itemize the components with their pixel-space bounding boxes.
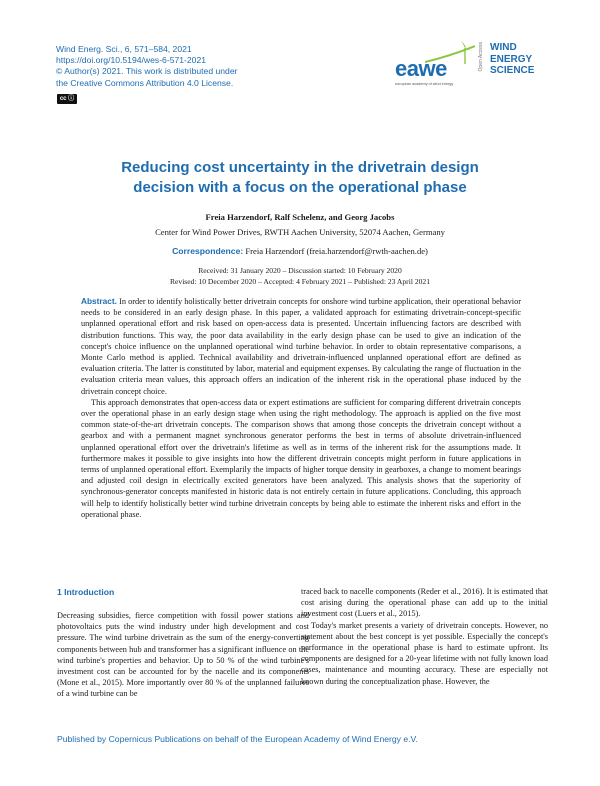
doi-link[interactable]: https://doi.org/10.5194/wes-6-571-2021 — [56, 55, 207, 66]
dates-line: Revised: 10 December 2020 – Accepted: 4 February 2021 – Published: 23 April 2021 — [169, 277, 431, 286]
title-line: decision with a focus on the operational phase — [133, 179, 467, 196]
paper-title — [60, 158, 540, 198]
journal-name-line: WIND — [490, 42, 517, 53]
body-column-right — [301, 586, 548, 687]
abstract-text: In order to identify holistically better drivetrain concepts for onshore wind turbine application, their operational behavior needs to be considered in an early design phase. In this paper, a validated approach for estimating drivetrain-concept-specific unplanned operational effort and risk based on open-access data is presented. Uncertain influencing factors are described with distribution functions. This way, the poor data availability in the early design phase can be used to give an indication of the concept's choice influence on the unplanned operational wind turbine behavior. In order to obtain representative comparisons, a Monte Carlo method is applied. Technical availability and drivetrain-influenced unplanned operational effort are defined as evaluation criteria. The latter is constituted by labor, material and equipment expenses. By calculating the range of fluctuation in the evaluation criteria mean values, this approach offers an indication of the inherent risk in the operational phase induced by the drivetrain concept choice. — [81, 297, 521, 396]
publication-dates — [60, 265, 540, 287]
citation-line: Wind Energ. Sci., 6, 571–584, 2021 — [56, 44, 192, 54]
abstract-label: Abstract. — [81, 296, 117, 306]
author-list: Freia Harzendorf, Ralf Schelenz, and Georg Jacobs — [205, 212, 395, 222]
title-line: Reducing cost uncertainty in the drivetrain design — [121, 159, 479, 176]
body-paragraph: Decreasing subsidies, fierce competition with fossil power stations and photovoltaics puts the wind industry under high development and cost pressure. The wind turbine drivetrain as the sum of the energy-converting components between hub and transformer has a significant influence on the wind turbine's properties and behavior. Up to 50 % of the wind turbine's investment cost can be accounted for by the nacelle and its components (Mone et al., 2015). More importantly over 80 % of the unplanned failures of a wind turbine can be — [57, 611, 309, 699]
license-line: the Creative Commons Attribution 4.0 License. — [56, 77, 234, 88]
journal-name-line: SCIENCE — [490, 65, 535, 76]
body-column-left — [57, 610, 309, 700]
correspondence-email[interactable]: Freia Harzendorf (freia.harzendorf@rwth-aachen.de) — [245, 246, 428, 256]
copyright-line: © Author(s) 2021. This work is distributed under — [56, 66, 238, 77]
journal-name — [490, 42, 534, 77]
correspondence-label: Correspondence: — [172, 246, 244, 256]
abstract — [81, 296, 521, 520]
eawe-wordmark: eawe — [395, 56, 447, 81]
affiliation: Center for Wind Power Drives, RWTH Aachen University, 52074 Aachen, Germany — [155, 227, 445, 237]
cc-license-icon[interactable]: cc ⓘ — [57, 94, 77, 104]
journal-logo — [395, 40, 555, 90]
eawe-subtitle: european academy of wind energy — [395, 82, 454, 86]
publisher-footer: Published by Copernicus Publications on behalf of the European Academy of Wind Energy e.V. — [57, 734, 418, 744]
journal-header — [56, 44, 237, 89]
abstract-paragraph — [81, 296, 521, 397]
journal-name-line: ENERGY — [490, 53, 533, 65]
body-paragraph: traced back to nacelle components (Reder et al., 2016). It is estimated that cost arising during the operational phase can add up to the initial investment cost (Luers et al., 2015). — [301, 587, 548, 619]
abstract-paragraph: This approach demonstrates that open-access data or expert estimations are sufficient for comparing different drivetrain concepts over the operational phase in an early design stage when using the right methodology. The approach is applied on the five most common state-of-the-art drivetrain concepts. The comparison shows that among those concepts the drivetrain concept without a gearbox and with a permanent magnet synchronous generator performs the best in terms of absolute drivetrain-influenced unplanned operational effort over the drivetrain's lifetime as well as in terms of the inherent risk for the assumptions made. It furthermore makes it possible to give insights into how the different drivetrain concepts might perform in future applications in terms of unplanned operational effort. Exemplarily the impacts of higher torque density in gearboxes, a change to moment bearings and adjusted coil design in electrically excited generators have been analyzed. This analysis shows that the superiority of synchronous-generator concepts manifested in historic data is not entirely certain in future applications. Concluding, this approach will help to identify holistically better wind turbine drivetrain concepts by being able to estimate the inherent risks and effort in the operational phase. — [81, 397, 521, 519]
body-paragraph: Today's market presents a variety of drivetrain concepts. However, no statement about the best concept is yet possible. Especially the concept's performance in the operational phase is hard to estimate upfront. Its components are designed for a 20-year lifetime with not fully known load cases, maintenance and mounting accuracy. These are especially not known during the conceptualization phase. However, the — [301, 620, 548, 686]
section-heading: 1 Introduction — [57, 587, 115, 597]
correspondence — [60, 246, 540, 256]
open-access-label: Open Access — [478, 42, 484, 72]
dates-line: Received: 31 January 2020 – Discussion started: 10 February 2020 — [198, 266, 402, 275]
